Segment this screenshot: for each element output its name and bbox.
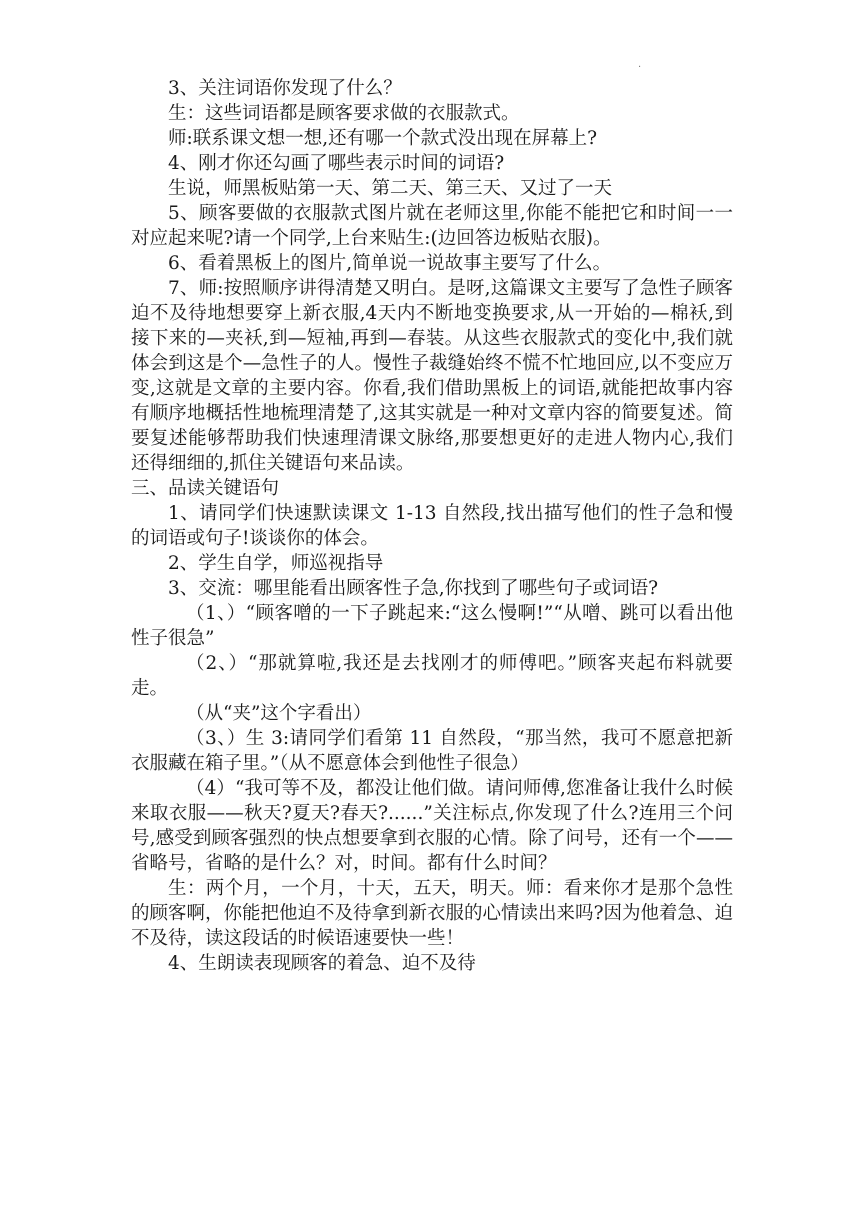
paragraph: （1、）“顾客噌的一下子跳起来:“这么慢啊!”“从噌、跳可以看出他性子很急” xyxy=(131,603,733,649)
paragraph: 师:联系课文想一想,还有哪一个款式没出现在屏幕上? xyxy=(168,128,598,149)
paragraph: （从“夹”这个字看出） xyxy=(186,703,372,724)
paragraph: 生说，师黑板贴第一天、第二天、第三天、又过了一天 xyxy=(168,178,613,199)
document-body xyxy=(131,76,733,976)
paragraph: （3、）生 3:请同学们看第 11 自然段，“那当然，我可不愿意把新衣服藏在箱子里。”（从不愿意体会到他性子很急） xyxy=(131,728,733,774)
paragraph: 2、学生自学，师巡视指导 xyxy=(168,553,384,574)
paragraph: 生：这些词语都是顾客要求做的衣服款式。 xyxy=(168,103,520,124)
paragraph: 3、关注词语你发现了什么？ xyxy=(168,78,402,99)
paragraph: 4、生朗读表现顾客的着急、迫不及待 xyxy=(168,953,476,974)
paragraph: （2、）“那就算啦,我还是去找刚才的师傅吧。”顾客夹起布料就要走。 xyxy=(131,653,733,699)
paragraph: （4）“我可等不及，都没让他们做。请问师傅,您准备让我什么时候来取衣服——秋天?夏天?春天?......”关注标点,你发现了什么?连用三个问号,感受到顾客强烈的快点想要拿到衣服的心情。除了问号，还有一个——省略号，省略的是什么？对，时间。都有什么时间？ xyxy=(131,778,733,874)
paragraph: 7、师:按照顺序讲得清楚又明白。是呀,这篇课文主要写了急性子顾客迫不及待地想要穿上新衣服,4天内不断地变换要求,从一开始的—棉袄,到接下来的—夹袄,到—短袖,再到—春装。从这些衣服款式的变化中,我们就体会到这是个—急性子的人。慢性子裁缝始终不慌不忙地回应,以不变应万变,这就是文章的主要内容。你看,我们借助黑板上的词语,就能把故事内容有顺序地概括性地梳理清楚了,这其实就是一种对文章内容的简要复述。简要复述能够帮助我们快速理清课文脉络,那要想更好的走进人物内心,我们还得细细的,抓住关键语句来品读。 xyxy=(131,278,733,474)
section-heading: 三、品读关键语句 xyxy=(131,478,280,499)
paragraph: 6、看着黑板上的图片,简单说一说故事主要写了什么。 xyxy=(168,253,612,274)
paragraph: 3、交流：哪里能看出顾客性子急,你找到了哪些句子或词语? xyxy=(168,578,659,599)
paragraph: 4、刚才你还勾画了哪些表示时间的词语? xyxy=(168,153,505,174)
paragraph: 5、顾客要做的衣服款式图片就在老师这里,你能不能把它和时间一一对应起来呢?请一个同学,上台来贴生:(边回答边板贴衣服)。 xyxy=(131,203,733,249)
header-dot: . xyxy=(638,59,642,70)
paragraph: 1、请同学们快速默读课文 1-13 自然段,找出描写他们的性子急和慢的词语或句子!谈谈你的体会。 xyxy=(131,503,733,549)
paragraph: 生：两个月，一个月，十天，五天，明天。师：看来你才是那个急性的顾客啊，你能把他迫不及待拿到新衣服的心情读出来吗?因为他着急、迫不及待，读这段话的时候语速要快一些！ xyxy=(131,878,733,949)
